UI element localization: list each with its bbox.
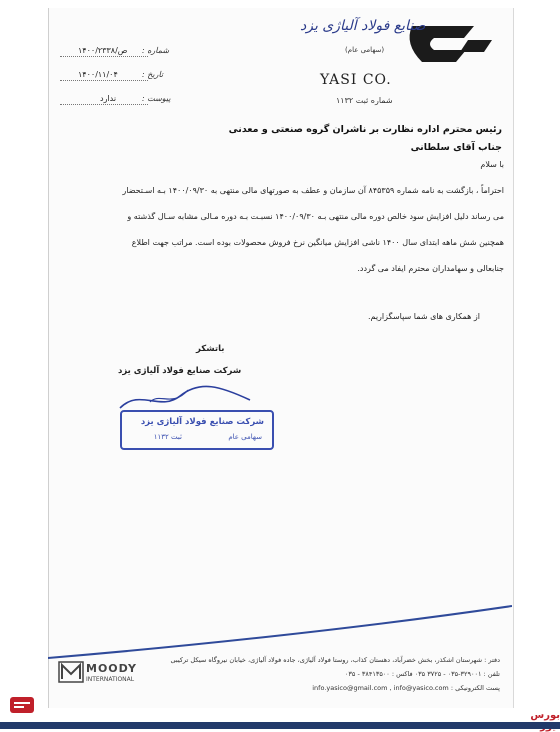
stamp-title: شرکت صنایع فولاد آلیاژی یزد [140, 417, 264, 427]
moody-subtitle: INTERNATIONAL [86, 676, 135, 683]
meta-number [0, 46, 200, 60]
stamp-type: سهامی عام [228, 433, 262, 441]
meta-date [0, 70, 200, 84]
meta-attachment [0, 94, 200, 108]
registration-number: شماره ثبت ۱۱۳۲ [336, 96, 393, 105]
signature-regards: باتشکر [196, 344, 225, 354]
greeting: با سلام [480, 160, 504, 169]
signature-company: شرکت صنایع فولاد آلیاژی یزد [118, 366, 242, 376]
meta-date-label: تاریخ : [142, 70, 164, 79]
company-stamp [120, 410, 274, 450]
news-badge-icon [10, 697, 34, 713]
closing-line: از همکاری های شما سپاسگزاریم. [367, 312, 480, 321]
footer-phone: تلفن : ۳۲۹۰۰۱-۰۳۵ - ۳۷۲۵ ۰۳۵ فاکس : ۳۸۴۱۳۵۰۰ - ۰۳۵ [344, 670, 500, 678]
footer-wave-icon [48, 600, 512, 660]
recipient-name: جناب آقای سلطانی [410, 142, 502, 153]
footer-email: پست الکترونیکی : info.yasico@gmail.com , info@yasico.com [312, 684, 500, 692]
body-line-1: احتراماً ، بازگشت به نامه شماره ۸۴۵۳۵۹ آن سازمان و عطف به صورتهای مالی منتهی به ۱۴۰۰/۰۹/۳۰ بـه اسـتحضار [122, 186, 504, 195]
moody-logo-icon [58, 661, 84, 683]
source-watermark: بورس [530, 710, 560, 721]
company-name: صنایع فولاد آلیاژی یزد [300, 18, 426, 34]
footer-address: دفتر : شهرستان اشکذر، بخش خضرآباد، دهستان کذاب، روستا فولاد آلیاژی، جاده فولاد آلیاژی، خیابان نیروگاه سیکل ترکیبی [170, 656, 500, 664]
bottom-bar [0, 722, 560, 729]
company-latin-name: YASI CO. [320, 72, 392, 88]
meta-attachment-label: پیوست : [142, 94, 171, 103]
company-type: (سهامی عام) [345, 46, 385, 54]
body-line-3: همچنین شش ماهه ابتدای سال ۱۴۰۰ ناشی افزایش میانگین نرخ فروش محصولات بوده است. مراتب جهت اطلاع [131, 238, 504, 247]
meta-attachment-value: ندارد [100, 94, 117, 103]
meta-number-label: شماره : [142, 46, 170, 55]
body-line-2: می رساند دلیل افزایش سود خالص دوره مالی منتهی بـه ۱۴۰۰/۰۹/۳۰ نسبـت بـه دوره مـالی مشابه سـال گذشته و [127, 212, 504, 221]
body-line-4: جنابعالی و سهامداران محترم ایفاد می گردد. [357, 264, 504, 273]
meta-number-value: ۱۴۰۰/۲۳۳۸/ص [78, 46, 128, 55]
stamp-reg: ثبت ۱۱۳۲ [153, 433, 182, 441]
moody-name: MOODY [86, 662, 137, 675]
meta-date-value: ۱۴۰۰/۱۱/۰۴ [78, 70, 118, 79]
recipient-title: رئیس محترم اداره نظارت بر ناشران گروه صنعتی و معدنی [228, 124, 502, 135]
